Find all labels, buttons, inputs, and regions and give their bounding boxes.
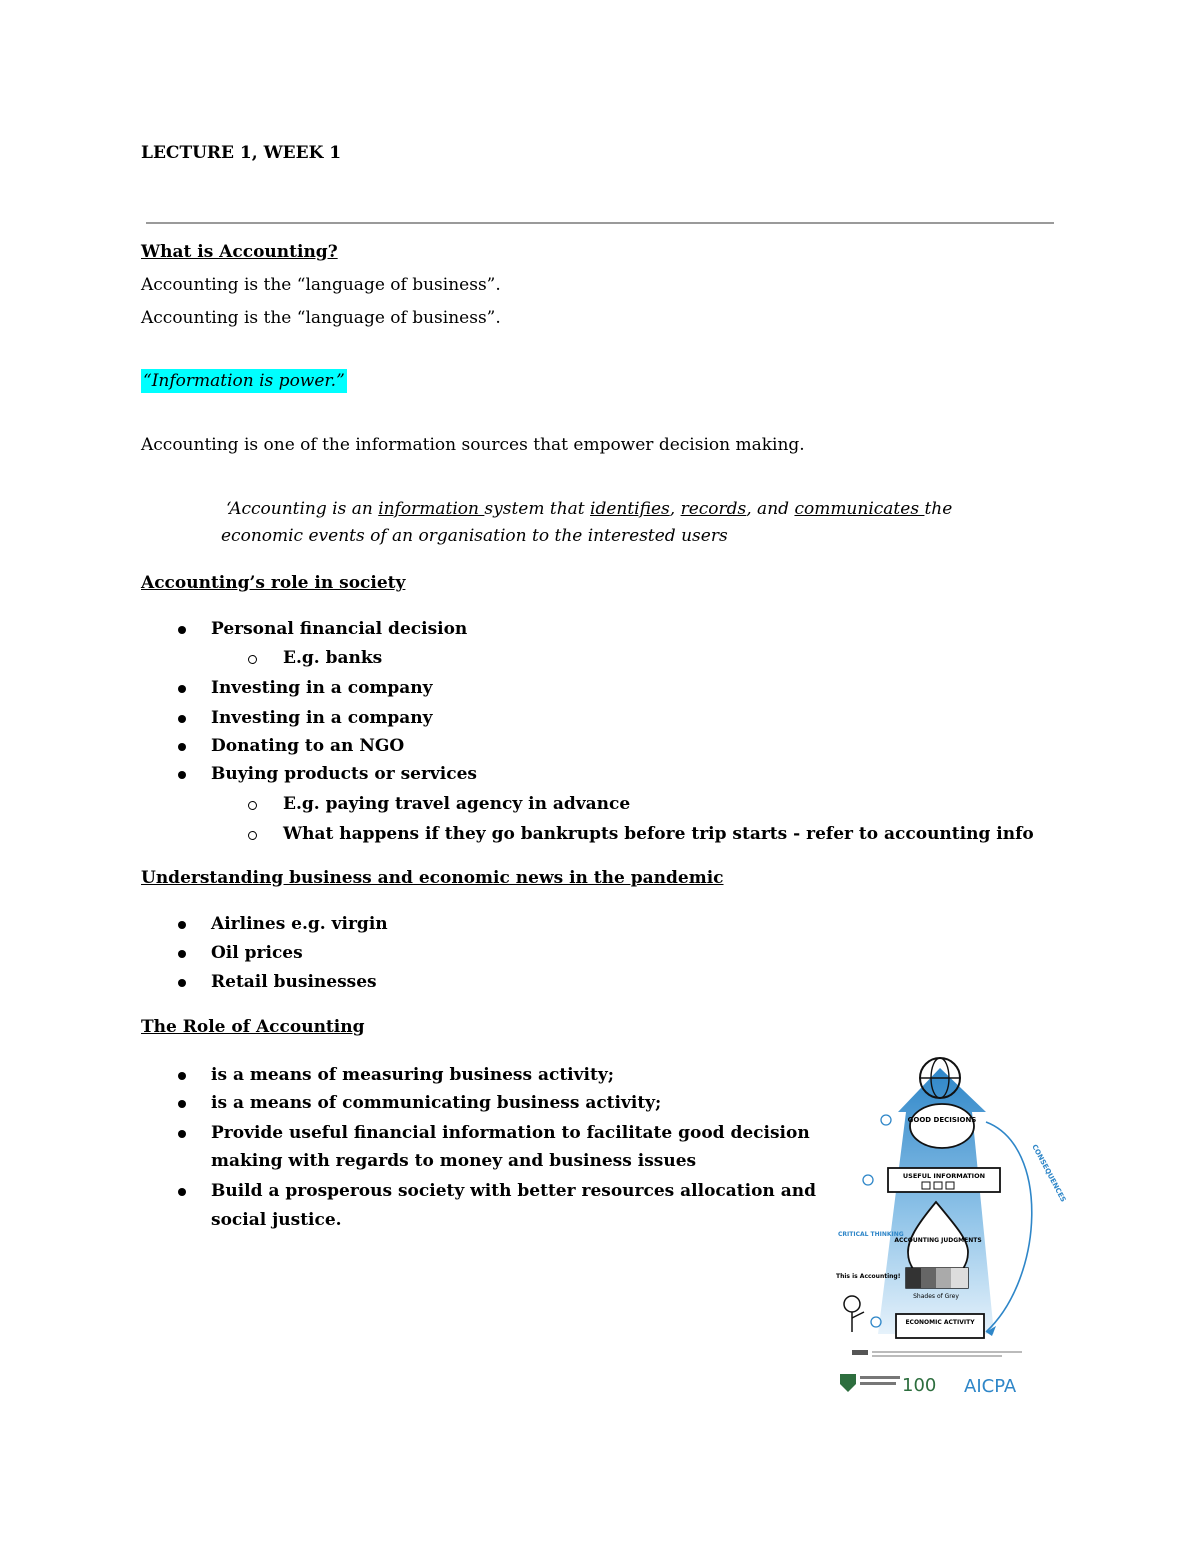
quote-underlined-records: records — [680, 499, 747, 519]
accounting-process-diagram — [836, 1050, 1068, 1412]
stick-figure-icon — [844, 1296, 860, 1312]
section-title-role-of-accounting: The Role of Accounting — [141, 1017, 365, 1037]
accounting-definition-quote-line-1 — [226, 499, 952, 519]
definition-line-2: Accounting is the “language of business”. — [141, 308, 501, 328]
useful-information-label: USEFUL INFORMATION — [902, 1172, 986, 1180]
list-item: Retail businesses — [211, 972, 377, 992]
section-title-what-is-accounting: What is Accounting? — [141, 242, 338, 262]
bullet-dot — [178, 715, 186, 723]
accounting-judgments-label: ACCOUNTING JUDGMENTS — [894, 1237, 982, 1244]
list-item: Investing in a company — [211, 708, 433, 728]
economic-activity-label: ECONOMIC ACTIVITY — [905, 1319, 975, 1326]
quote-underlined-communicates: communicates — [794, 499, 925, 519]
list-item: Provide useful financial information to facilitate good decision — [211, 1123, 810, 1143]
list-subitem: What happens if they go bankrupts before trip starts - refer to accounting info — [283, 824, 1034, 844]
list-item: is a means of measuring business activity; — [211, 1065, 614, 1085]
quote-part: ‘Accounting is an — [226, 499, 379, 519]
lightbulb-icon — [881, 1115, 891, 1125]
list-item-continuation: making with regards to money and business issues — [211, 1151, 697, 1171]
shades-of-grey-label: Shades of Grey — [913, 1293, 959, 1300]
list-item: is a means of communicating business activity; — [211, 1093, 662, 1113]
section-title-pandemic-news: Understanding business and economic news in the pandemic — [141, 868, 724, 888]
bullet-dot — [178, 950, 186, 958]
aaa-shield-logo — [840, 1374, 856, 1392]
accounting-information-source-text: Accounting is one of the information sources that empower decision making. — [141, 435, 805, 455]
definition-line-1: Accounting is the “language of business”. — [141, 275, 501, 295]
quote-underlined-identifies: identifies — [590, 499, 670, 519]
quote-part: , and — [746, 499, 795, 519]
aicpa-logo: AICPA — [964, 1376, 1017, 1397]
highlighted-quote — [141, 371, 347, 391]
consequences-arrow — [986, 1122, 1032, 1332]
highlight-text: “Information is power.” — [143, 371, 345, 391]
quote-part: system that — [484, 499, 591, 519]
sub-bullet-circle — [248, 655, 257, 664]
economic-activity-box — [896, 1314, 984, 1338]
accounting-definition-quote-line-2: economic events of an organisation to the interested users — [221, 526, 728, 546]
bullet-dot — [178, 626, 186, 634]
page-title: LECTURE 1, WEEK 1 — [141, 143, 342, 163]
bullet-dot — [178, 743, 186, 751]
list-subitem: E.g. banks — [283, 648, 383, 668]
license-badge — [852, 1350, 868, 1355]
list-item: Oil prices — [211, 943, 303, 963]
list-subitem: E.g. paying travel agency in advance — [283, 794, 631, 814]
good-decisions-label: GOOD DECISIONS — [907, 1116, 977, 1124]
quote-part: the — [924, 499, 953, 519]
list-item: Personal financial decision — [211, 619, 468, 639]
good-decisions-cloud — [910, 1104, 974, 1148]
list-item: Buying products or services — [211, 764, 477, 784]
bullet-dot — [178, 1100, 186, 1108]
bullet-dot — [178, 921, 186, 929]
sub-bullet-circle — [248, 801, 257, 810]
sub-bullet-circle — [248, 831, 257, 840]
lightbulb-icon — [863, 1175, 873, 1185]
list-item: Investing in a company — [211, 678, 433, 698]
list-item: Airlines e.g. virgin — [211, 914, 388, 934]
list-item-continuation: social justice. — [211, 1210, 342, 1230]
this-is-accounting-label: This is Accounting! — [836, 1273, 901, 1280]
section-title-role-in-society: Accounting’s role in society — [141, 573, 406, 593]
quote-part: , — [669, 499, 681, 519]
critical-thinking-label: CRITICAL THINKING — [838, 1231, 904, 1238]
horizontal-divider — [146, 222, 1054, 224]
lightbulb-icon — [871, 1317, 881, 1327]
bullet-dot — [178, 1072, 186, 1080]
bullet-dot — [178, 685, 186, 693]
bullet-dot — [178, 1130, 186, 1138]
consequences-label: CONSEQUENCES — [1030, 1143, 1068, 1204]
list-item: Donating to an NGO — [211, 736, 405, 756]
bullet-dot — [178, 1188, 186, 1196]
aaa-100-logo: 100 — [902, 1375, 937, 1396]
quote-underlined-information: information — [378, 499, 485, 519]
list-item: Build a prosperous society with better resources allocation and — [211, 1181, 816, 1201]
bullet-dot — [178, 979, 186, 987]
bullet-dot — [178, 771, 186, 779]
